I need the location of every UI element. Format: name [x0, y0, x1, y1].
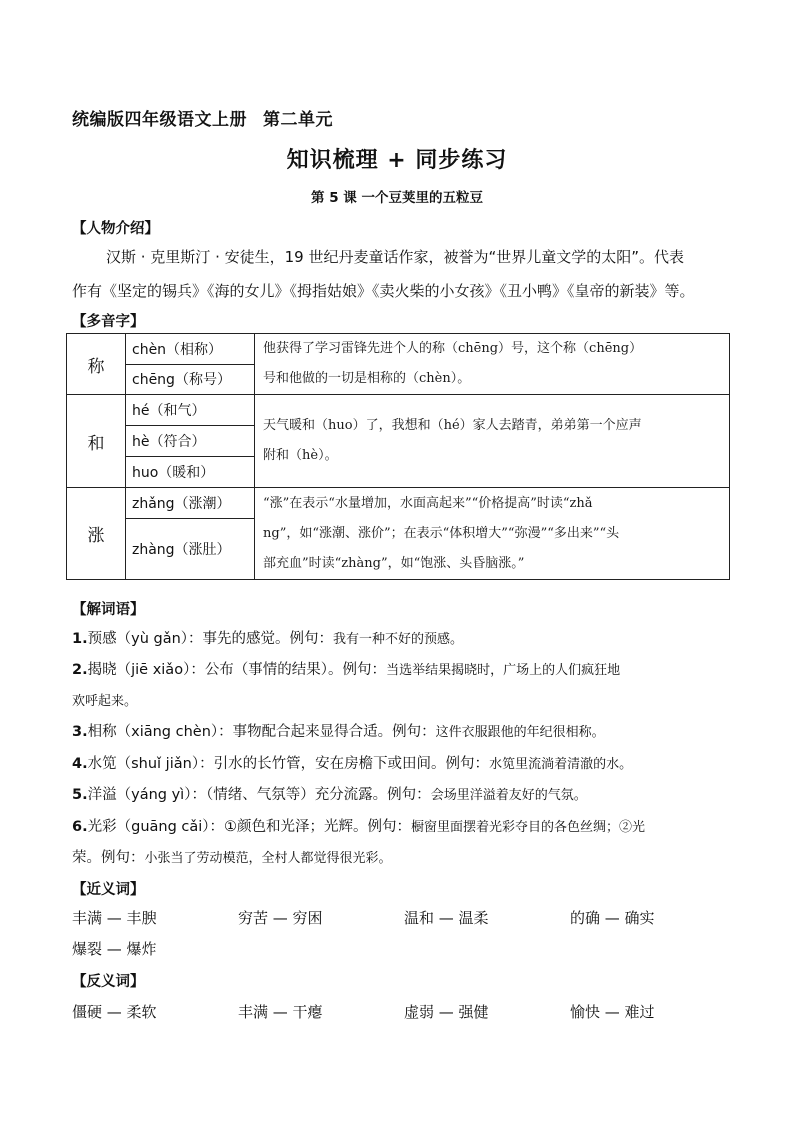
- antonym-pair: 僵硬 — 柔软: [72, 1003, 157, 1021]
- vocab-number: 5.: [72, 787, 88, 803]
- reading-cell: hé（和气）: [126, 395, 255, 426]
- example-line: 附和（hè）。: [263, 448, 338, 463]
- vocab-item: [72, 627, 463, 648]
- polyphone-char: 和: [67, 395, 126, 488]
- vocab-example-continued: 欢呼起来。: [72, 694, 138, 709]
- example-cell: [255, 488, 730, 580]
- vocab-definition: 揭晓（jiē xiǎo）：公布（事情的结果）。例句：: [87, 662, 387, 678]
- vocab-number: 2.: [72, 662, 88, 678]
- vocab-definition: 光彩（guāng cǎi）：①颜色和光泽；光辉。例句：: [87, 819, 412, 835]
- vocab-item-continued: [72, 846, 392, 867]
- example-line: 号和他做的一切是相称的（chèn）。: [263, 371, 471, 386]
- vocab-example: 小张当了劳动模范，全村人都觉得很光彩。: [144, 851, 392, 866]
- unit-title: 第二单元: [263, 110, 333, 130]
- vocab-definition: 预感（yù gǎn）：事先的感觉。例句：: [87, 631, 334, 647]
- vocab-example: 橱窗里面摆着光彩夺目的各色丝绸；②光: [411, 820, 646, 835]
- vocab-definition: 荣。例句：: [72, 850, 145, 866]
- synonym-pair: 穷苦 — 穷困: [238, 909, 323, 927]
- intro-heading: 【人物介绍】: [72, 221, 159, 237]
- vocab-number: 3.: [72, 724, 88, 740]
- vocab-example: 这件衣服跟他的年纪很相称。: [435, 725, 605, 740]
- reading-cell: huo（暖和）: [126, 457, 255, 488]
- vocab-number: 1.: [72, 631, 88, 647]
- vocab-item: [72, 752, 632, 773]
- example-line: “涨”在表示“水量增加，水面高起来”“价格提高”时读“zhǎ: [263, 495, 593, 511]
- table-row: [67, 395, 730, 426]
- vocab-example: 我有一种不好的预感。: [333, 632, 464, 647]
- vocab-definition: 相称（xiāng chèn）：事物配合起来显得合适。例句：: [87, 724, 436, 740]
- example-cell: [255, 395, 730, 488]
- lesson-title: 第 5 课 一个豆荚里的五粒豆: [311, 190, 483, 206]
- vocab-example: 当选举结果揭晓时，广场上的人们疯狂地: [386, 663, 621, 678]
- vocab-definition: 水笕（shuǐ jiǎn）：引水的长竹管，安在房檐下或田间。例句：: [87, 756, 490, 772]
- polyphone-char: 称: [67, 334, 126, 395]
- vocab-example: 水笕里流淌着清澈的水。: [489, 757, 633, 772]
- polyphone-heading: 【多音字】: [72, 314, 145, 330]
- series-title: 统编版四年级语文上册: [72, 110, 247, 130]
- synonym-pair: 丰满 — 丰腴: [72, 909, 157, 927]
- intro-line-2: 作有《坚定的锡兵》《海的女儿》《拇指姑娘》《卖火柴的小女孩》《丑小鸭》《皇帝的新装》等。: [72, 282, 695, 300]
- intro-line-1: 汉斯 · 克里斯汀 · 安徒生，19 世纪丹麦童话作家，被誉为“世界儿童文学的太阳”。代表: [106, 248, 685, 266]
- vocab-heading: 【解词语】: [72, 602, 145, 618]
- reading-cell: hè（符合）: [126, 426, 255, 457]
- example-line: 部充血”时读“zhàng”，如“饱涨、头昏脑涨。”: [263, 555, 525, 571]
- synonym-pair: 温和 — 温柔: [404, 909, 489, 927]
- antonym-pair: 愉快 — 难过: [570, 1003, 655, 1021]
- vocab-number: 4.: [72, 756, 88, 772]
- polyphone-char: 涨: [67, 488, 126, 580]
- reading-cell: chèn（相称）: [126, 334, 255, 365]
- example-line: 他获得了学习雷锋先进个人的称（chēng）号，这个称（chēng）: [263, 341, 643, 356]
- vocab-definition: 洋溢（yáng yì）：（情绪、气氛等）充分流露。例句：: [87, 787, 431, 803]
- table-row: [67, 488, 730, 519]
- vocab-item: [72, 783, 587, 804]
- example-line: ng”，如“涨潮、涨价”；在表示“体积增大”“弥漫”“多出来”“头: [263, 525, 620, 541]
- vocab-item: [72, 815, 645, 836]
- reading-cell: chēng（称号）: [126, 364, 255, 395]
- antonym-heading: 【反义词】: [72, 974, 145, 990]
- example-line: 天气暖和（huo）了，我想和（hé）家人去踏青，弟弟第一个应声: [263, 418, 642, 433]
- synonym-heading: 【近义词】: [72, 882, 145, 898]
- antonym-pair: 丰满 — 干瘪: [238, 1003, 323, 1021]
- example-cell: [255, 334, 730, 395]
- vocab-number: 6.: [72, 819, 88, 835]
- antonym-pair: 虚弱 — 强健: [404, 1003, 489, 1021]
- polyphone-table: [66, 333, 730, 580]
- vocab-item: [72, 720, 605, 741]
- synonym-pair: 的确 — 确实: [570, 909, 655, 927]
- main-title: 知识梳理 + 同步练习: [286, 148, 508, 173]
- reading-cell: zhàng（涨肚）: [126, 519, 255, 580]
- synonym-pair: 爆裂 — 爆炸: [72, 940, 157, 958]
- vocab-item: [72, 658, 620, 679]
- series-header: [72, 105, 333, 130]
- reading-cell: zhǎng（涨潮）: [126, 488, 255, 519]
- vocab-example: 会场里洋溢着友好的气氛。: [430, 788, 587, 803]
- table-row: [67, 334, 730, 365]
